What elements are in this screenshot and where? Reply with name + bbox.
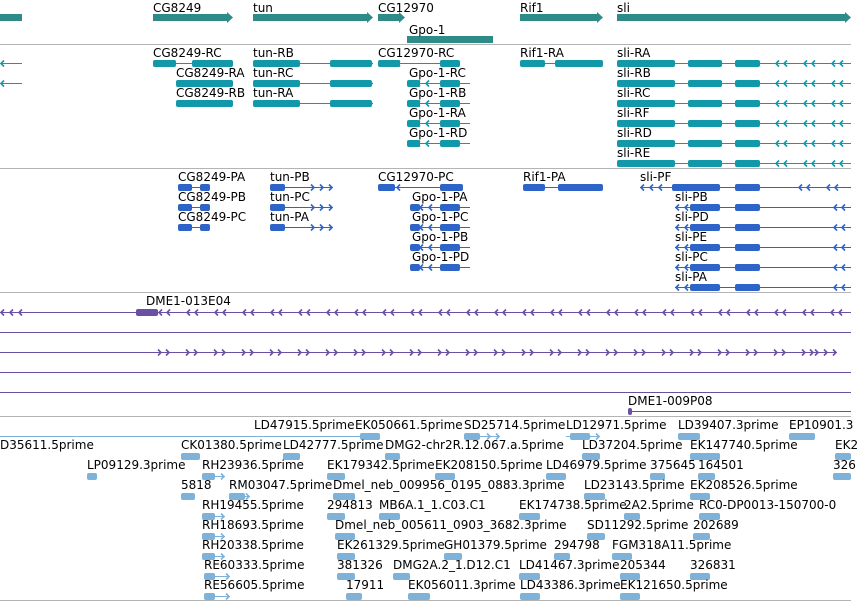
feature-label[interactable]: DME1-013E04 xyxy=(146,294,231,308)
feature-glyph[interactable] xyxy=(617,60,851,67)
exon-block[interactable] xyxy=(440,264,460,271)
feature-label[interactable]: LD42777.5prime xyxy=(283,438,384,452)
exon-block[interactable] xyxy=(735,140,760,147)
feature-label[interactable]: DMG2-chr2R.12.067.a.5prime xyxy=(385,438,564,452)
exon-block[interactable] xyxy=(523,184,545,191)
feature-label[interactable]: CG12970 xyxy=(378,1,434,15)
track-separator xyxy=(0,292,851,293)
exon-block[interactable] xyxy=(688,140,722,147)
feature-label[interactable]: CG8249-PA xyxy=(178,170,246,184)
feature-glyph[interactable] xyxy=(0,61,22,67)
exon-block[interactable] xyxy=(200,224,210,231)
feature-label[interactable]: RH19455.5prime xyxy=(202,498,304,512)
feature-label[interactable]: EK179342.5prime xyxy=(327,458,435,472)
exon-block[interactable] xyxy=(833,473,851,480)
feature-label[interactable]: Gpo-1-RD xyxy=(409,126,468,140)
gene-body[interactable] xyxy=(153,14,227,21)
feature-label[interactable]: EK147740.5prime xyxy=(690,438,798,452)
feature-label[interactable]: sli-PC xyxy=(675,250,708,264)
feature-label[interactable]: 2A2.5prime xyxy=(624,498,694,512)
feature-glyph[interactable] xyxy=(833,473,851,480)
feature-glyph[interactable] xyxy=(204,593,230,600)
feature-label[interactable]: tun-RA xyxy=(253,86,294,100)
feature-glyph[interactable] xyxy=(87,473,97,480)
feature-label[interactable]: Gpo-1-RA xyxy=(409,106,466,120)
feature-glyph[interactable] xyxy=(181,493,195,500)
feature-label[interactable]: RE60333.5prime xyxy=(204,558,305,572)
feature-label[interactable]: 294813 xyxy=(327,498,373,512)
gene-body[interactable] xyxy=(0,14,22,21)
track-clones xyxy=(0,309,851,415)
feature-label[interactable]: tun-RB xyxy=(253,46,294,60)
feature-label[interactable]: CG8249-PB xyxy=(178,190,247,204)
gene-body[interactable] xyxy=(378,14,399,21)
feature-label[interactable]: Gpo-1-PC xyxy=(412,210,469,224)
exon-block[interactable] xyxy=(176,100,233,107)
feature-label[interactable]: tun-PA xyxy=(270,210,309,224)
gene-arrow-icon xyxy=(227,12,233,23)
feature-label[interactable]: Gpo-1 xyxy=(409,23,446,37)
exon-block[interactable] xyxy=(688,160,722,167)
feature-glyph[interactable] xyxy=(408,593,430,600)
feature-label[interactable]: sli-RC xyxy=(617,86,651,100)
feature-glyph[interactable] xyxy=(617,140,851,147)
feature-label[interactable]: D35611.5prime xyxy=(0,438,94,452)
exon-block[interactable] xyxy=(735,100,760,107)
feature-label[interactable]: sli-RF xyxy=(617,106,650,120)
feature-label[interactable]: EK174738.5prime xyxy=(519,498,627,512)
feature-label[interactable]: EK2 xyxy=(835,438,858,452)
exon-block[interactable] xyxy=(735,80,760,87)
feature-label[interactable]: RH18693.5prime xyxy=(202,518,304,532)
feature-glyph[interactable] xyxy=(0,350,837,356)
gene-arrow-icon xyxy=(367,12,373,23)
exon-block[interactable] xyxy=(270,224,285,231)
feature-glyph[interactable] xyxy=(520,593,540,600)
feature-label[interactable]: EK056011.3prime xyxy=(408,578,516,592)
feature-label[interactable]: sli xyxy=(617,1,630,15)
feature-label[interactable]: sli-RB xyxy=(617,66,651,80)
track-separator xyxy=(0,44,851,45)
feature-label[interactable]: sli-PF xyxy=(640,170,672,184)
feature-label[interactable]: 5818 xyxy=(181,478,212,492)
feature-glyph[interactable] xyxy=(407,36,493,43)
feature-label[interactable]: RH20338.5prime xyxy=(202,538,304,552)
gene-arrow-icon xyxy=(845,12,851,23)
feature-glyph[interactable] xyxy=(253,100,373,107)
feature-label[interactable]: Rif1 xyxy=(520,1,544,15)
exon-block[interactable] xyxy=(735,120,760,127)
feature-label[interactable]: tun-PC xyxy=(270,190,310,204)
feature-glyph[interactable] xyxy=(640,184,851,191)
exon-block[interactable] xyxy=(735,160,760,167)
feature-label[interactable]: sli-PD xyxy=(675,210,709,224)
feature-glyph[interactable] xyxy=(617,80,851,87)
feature-label[interactable]: 205344 xyxy=(620,558,666,572)
exon-block[interactable] xyxy=(440,140,460,147)
track-separator xyxy=(0,168,851,169)
feature-label[interactable]: Dmel_neb_005611_0903_3682.3prime xyxy=(335,518,567,532)
feature-label[interactable]: Gpo-1-PD xyxy=(412,250,470,264)
feature-label[interactable]: FGM318A11.5prime xyxy=(612,538,732,552)
feature-label[interactable]: sli-RE xyxy=(617,146,651,160)
feature-label[interactable]: Dmel_neb_009956_0195_0883.3prime xyxy=(333,478,565,492)
exon-block[interactable] xyxy=(688,120,722,127)
feature-label[interactable]: sli-PB xyxy=(675,190,708,204)
feature-label[interactable]: CG12970-RC xyxy=(378,46,455,60)
track-separator xyxy=(0,416,851,417)
feature-label[interactable]: sli-RD xyxy=(617,126,652,140)
feature-label[interactable]: RE56605.5prime xyxy=(204,578,305,592)
feature-label[interactable]: EP10901.3 xyxy=(789,418,854,432)
feature-label[interactable]: CK01380.5prime xyxy=(181,438,282,452)
feature-label[interactable]: Gpo-1-PA xyxy=(412,190,468,204)
feature-glyph[interactable] xyxy=(0,309,851,316)
exon-block[interactable] xyxy=(735,224,760,231)
feature-glyph[interactable] xyxy=(617,160,851,167)
feature-label[interactable]: 375645 xyxy=(650,458,696,472)
exon-block[interactable] xyxy=(735,244,760,251)
feature-glyph[interactable] xyxy=(617,120,851,127)
feature-glyph[interactable] xyxy=(523,184,603,191)
feature-label[interactable]: EK121650.5prime xyxy=(620,578,728,592)
feature-label[interactable]: EK050661.5prime xyxy=(355,418,463,432)
feature-label[interactable]: CG12970-PC xyxy=(378,170,454,184)
feature-label[interactable]: EK208150.5prime xyxy=(435,458,543,472)
feature-label[interactable]: CG8249 xyxy=(153,1,202,15)
feature-glyph[interactable] xyxy=(270,224,333,231)
exon-block[interactable] xyxy=(688,100,722,107)
feature-label[interactable]: LP09129.3prime xyxy=(87,458,186,472)
feature-label[interactable]: RM03047.5prime xyxy=(229,478,333,492)
exon-block[interactable] xyxy=(735,284,760,291)
exon-block[interactable] xyxy=(617,160,675,167)
feature-label[interactable]: LD23143.5prime xyxy=(584,478,685,492)
gene-body[interactable] xyxy=(617,14,845,21)
gene-body[interactable] xyxy=(253,14,367,21)
feature-label[interactable]: 202689 xyxy=(693,518,739,532)
exon-block[interactable] xyxy=(520,60,545,67)
feature-glyph[interactable] xyxy=(346,593,362,600)
feature-label[interactable]: DME1-009P08 xyxy=(628,394,713,408)
feature-label[interactable]: 326 xyxy=(833,458,856,472)
feature-label[interactable]: SD25714.5prime xyxy=(464,418,566,432)
feature-label[interactable]: EK208526.5prime xyxy=(690,478,798,492)
feature-label[interactable]: EK261329.5prime xyxy=(337,538,445,552)
feature-label[interactable]: LD46979.5prime xyxy=(546,458,647,472)
feature-label[interactable]: Rif1-RA xyxy=(520,46,564,60)
feature-label[interactable]: RC0-DP0013-150700-0 xyxy=(699,498,837,512)
feature-glyph[interactable] xyxy=(520,60,603,67)
feature-label[interactable]: 17911 xyxy=(346,578,385,592)
exon-block[interactable] xyxy=(735,204,760,211)
exon-block[interactable] xyxy=(555,60,603,67)
feature-label[interactable]: LD39407.3prime xyxy=(678,418,779,432)
feature-glyph[interactable] xyxy=(617,100,851,107)
feature-label[interactable]: LD12971.5prime xyxy=(566,418,667,432)
feature-label[interactable]: CG8249-RB xyxy=(176,86,246,100)
feature-label[interactable]: CG8249-RA xyxy=(176,66,245,80)
feature-glyph[interactable] xyxy=(617,12,851,23)
feature-label[interactable]: tun-RC xyxy=(253,66,294,80)
feature-label[interactable]: tun xyxy=(253,1,273,15)
exon-block[interactable] xyxy=(735,60,760,67)
feature-label[interactable]: sli-PE xyxy=(675,230,708,244)
feature-label[interactable]: Rif1-PA xyxy=(523,170,566,184)
feature-glyph[interactable] xyxy=(675,284,851,291)
feature-glyph[interactable] xyxy=(178,224,210,231)
feature-label[interactable]: 381326 xyxy=(337,558,383,572)
exon-block[interactable] xyxy=(628,408,632,415)
feature-label[interactable]: 294798 xyxy=(554,538,600,552)
feature-label[interactable]: sli-PA xyxy=(675,270,707,284)
exon-block[interactable] xyxy=(136,309,158,316)
gene-body[interactable] xyxy=(520,14,597,21)
feature-label[interactable]: DMG2A.2_1.D12.C1 xyxy=(393,558,511,572)
exon-block[interactable] xyxy=(253,100,300,107)
feature-label[interactable]: SD11292.5prime xyxy=(587,518,689,532)
exon-block[interactable] xyxy=(688,80,722,87)
feature-glyph[interactable] xyxy=(620,593,640,600)
feature-label[interactable]: LD41467.3prime xyxy=(519,558,620,572)
exon-block[interactable] xyxy=(735,184,760,191)
feature-glyph[interactable] xyxy=(628,408,851,415)
feature-label[interactable]: sli-RA xyxy=(617,46,651,60)
exon-block[interactable] xyxy=(688,60,722,67)
feature-label[interactable]: 164501 xyxy=(698,458,744,472)
feature-glyph[interactable] xyxy=(407,140,470,147)
gene-body[interactable] xyxy=(407,36,493,43)
feature-label[interactable]: Gpo-1-RB xyxy=(409,86,467,100)
feature-label[interactable]: Gpo-1-RC xyxy=(409,66,466,80)
feature-label[interactable]: 326831 xyxy=(690,558,736,572)
exon-block[interactable] xyxy=(735,264,760,271)
feature-glyph[interactable] xyxy=(0,14,22,21)
feature-label[interactable]: LD47915.5prime xyxy=(254,418,355,432)
feature-label[interactable]: RH23936.5prime xyxy=(202,458,304,472)
feature-label[interactable]: LD43386.3prime xyxy=(520,578,621,592)
exon-block[interactable] xyxy=(204,593,215,600)
gene-arrow-icon xyxy=(597,12,603,23)
feature-label[interactable]: tun-PB xyxy=(270,170,310,184)
feature-label[interactable]: Gpo-1-PB xyxy=(412,230,469,244)
feature-label[interactable]: MB6A.1_1.C03.C1 xyxy=(379,498,486,512)
feature-label[interactable]: CG8249-PC xyxy=(178,210,247,224)
feature-label[interactable]: CG8249-RC xyxy=(153,46,222,60)
feature-label[interactable]: GH01379.5prime xyxy=(444,538,547,552)
feature-glyph[interactable] xyxy=(0,81,22,87)
feature-glyph[interactable] xyxy=(410,264,470,271)
feature-glyph[interactable] xyxy=(176,100,233,107)
feature-label[interactable]: LD37204.5prime xyxy=(582,438,683,452)
